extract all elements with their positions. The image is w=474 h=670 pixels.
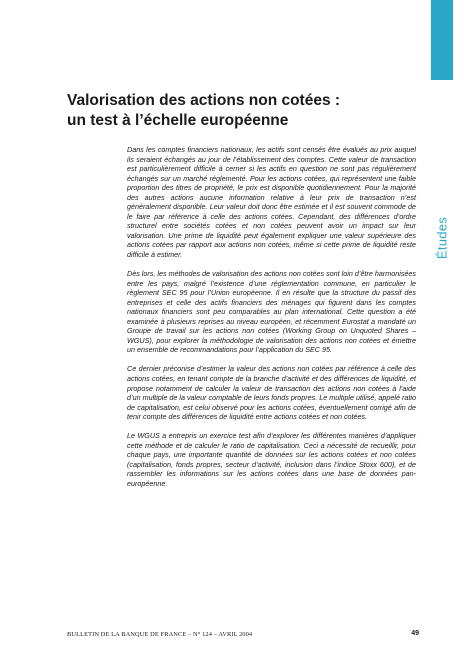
- section-tab-marker: [431, 0, 453, 80]
- paragraph: Le WGUS a entrepris un exercice test afin d’explorer les différentes manières d’appliquer cette méthode et de calculer le ratio de capitalisation. Ceci a nécessité de recueillir, pour chaque pays, une importante quantité de données sur les actions cotées et non cotées (capitalisation, fonds propres, secteur d’activité, inclusion dans l’indice Stoxx 600), et de rassembler les informations sur les actions cotées dans une base de données pan-européenne.: [127, 431, 416, 488]
- article-body: [127, 145, 416, 498]
- page-number: 49: [411, 630, 419, 637]
- article-title: [67, 91, 417, 131]
- paragraph: Ce dernier préconise d’estimer la valeur des actions non cotées par référence à celle des actions cotées, en tenant compte de la branche d’activité et des différences de liquidité, et propose notamment de calculer la valeur de transaction des actions non cotées à l’aide d’un multiple de la valeur comptable de leurs fonds propres. Le multiple utilisé, appelé ratio de capitalisation, est celui observé pour les actions cotées, éventuellement corrigé afin de tenir compte des différences de liquidité entre actions cotées et non cotées.: [127, 364, 416, 422]
- title-line-1: Valorisation des actions non cotées :: [67, 92, 341, 109]
- paragraph: Dans les comptes financiers nationaux, les actifs sont censés être évalués au prix auquel ils seraient échangés au jour de l’établissement des comptes. Cette valeur de transaction est particulièrement difficile à cerner si les actifs en question ne sont pas régulièrement échangés sur un marché réglementé. Pour les actions cotées, qui représentent une faible proportion des titres de propriété, le prix est disponible quotidiennement. Pour la majorité des autres actions aucune information relative à leur prix de transaction n’est généralement disponible. Leur valeur doit donc être estimée et il est souvent commode de le faire par référence à celle des actions cotées. Cependant, des différences d’ordre structurel entre sociétés cotées et non cotées peuvent avoir un impact sur leur valorisation. Une prime de liquidité peut également expliquer une valeur supérieure des actions cotées par rapport aux actions non cotées, même si cette prime de liquidité reste difficile à estimer.: [127, 145, 416, 260]
- title-line-2: un test à l’échelle européenne: [67, 112, 289, 129]
- paragraph: Dès lors, les méthodes de valorisation des actions non cotées sont loin d’être harmonisées entre les pays, malgré l’existence d’une réglementation commune, en particulier le règlement SEC 95 pour l’Union européenne. Il en résulte que la structure du passif des entreprises et celle des actifs financiers des ménages qui figurent dans les comptes nationaux financiers sont peu comparables au plan international. Cette question a été examinée à plusieurs reprises au niveau européen, et récemment Eurostat a mandaté un Groupe de travail sur les actions non cotées (Working Group on Unquoted Shares – WGUS), pour explorer la méthodologie de valorisation des actions non cotées et émettre un ensemble de recommandations pour l’application du SEC 95.: [127, 269, 416, 355]
- section-label: Études: [434, 216, 450, 260]
- footer-publication: BULLETIN DE LA BANQUE DE FRANCE – N° 124 – AVRIL 2004: [67, 631, 253, 638]
